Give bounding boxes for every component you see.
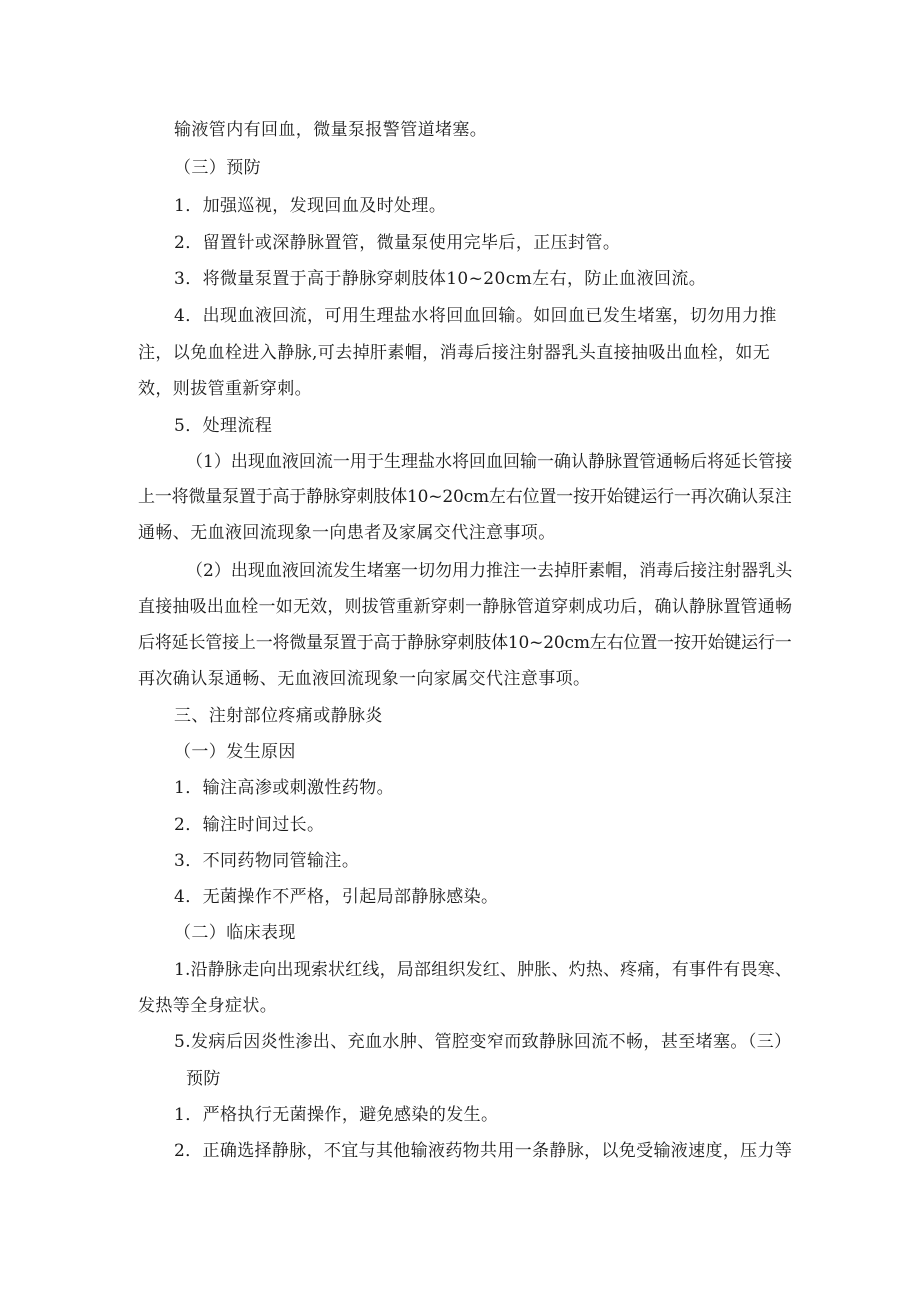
section-heading: 三、注射部位疼痛或静脉炎 [174, 706, 383, 726]
section-heading: （一）发生原因 [174, 742, 296, 762]
text-line: 后将延长管接上一将微量泵置于高于静脉穿刺肢体10~20cm左右位置一按开始键运行一 [138, 633, 792, 653]
text-line: 5.发病后因炎性渗出、充血水肿、管腔变窄而致静脉回流不畅，甚至堵塞。（三） [174, 1032, 792, 1052]
text-line: 1．加强巡视，发现回血及时处理。 [174, 196, 447, 216]
text-line: 2．输注时间过长。 [174, 815, 325, 835]
text-line: 直接抽吸出血栓一如无效，则拔管重新穿刺一静脉管道穿刺成功后，确认静脉置管通畅 [138, 597, 793, 617]
text-line: 1．输注高渗或刺激性药物。 [174, 778, 395, 798]
text-line: 1．严格执行无菌操作，避免感染的发生。 [174, 1105, 499, 1125]
text-line: 3．将微量泵置于高于静脉穿刺肢体10~20cm左右，防止血液回流。 [174, 269, 707, 289]
text-line: 再次确认泵通畅、无血液回流现象一向家属交代注意事项。 [138, 669, 591, 689]
text-line: 4．无菌操作不严格，引起局部静脉感染。 [174, 887, 499, 907]
section-heading: （三）预防 [174, 158, 261, 178]
text-line: 通畅、无血液回流现象一向患者及家属交代注意事项。 [138, 523, 556, 543]
text-line: 1.沿静脉走向出现索状红线，局部组织发红、肿胀、灼热、疼痛，有事件有畏寒、 [174, 960, 793, 980]
section-heading: 预防 [186, 1069, 221, 1089]
text-line: 上一将微量泵置于高于静脉穿刺肢体10~20cm左右位置一按开始键运行一再次确认泵注 [138, 487, 792, 507]
text-line: 2．正确选择静脉，不宜与其他输液药物共用一条静脉，以免受输液速度，压力等 [174, 1141, 793, 1161]
text-line: 输液管内有回血，微量泵报警管道堵塞。 [174, 120, 488, 140]
text-line: 4．出现血液回流，可用生理盐水将回血回输。如回血已发生堵塞，切勿用力推 [174, 306, 777, 326]
text-line: 发热等全身症状。 [138, 996, 278, 1016]
text-line: 5．处理流程 [174, 416, 273, 436]
text-line: 2．留置针或深静脉置管，微量泵使用完毕后，正压封管。 [174, 233, 621, 253]
text-line: （2）出现血液回流发生堵塞一切勿用力推注一去掉肝素帽，消毒后接注射器乳头 [186, 561, 793, 581]
text-line: 3．不同药物同管输注。 [174, 851, 360, 871]
text-line: （1）出现血液回流一用于生理盐水将回血回输一确认静脉置管通畅后将延长管接 [186, 452, 793, 472]
text-line: 效，则拔管重新穿刺。 [138, 379, 312, 399]
text-line: 注，以免血栓进入静脉,可去掉肝素帽，消毒后接注射器乳头直接抽吸出血栓，如无 [138, 343, 771, 363]
section-heading: （二）临床表现 [174, 923, 296, 943]
